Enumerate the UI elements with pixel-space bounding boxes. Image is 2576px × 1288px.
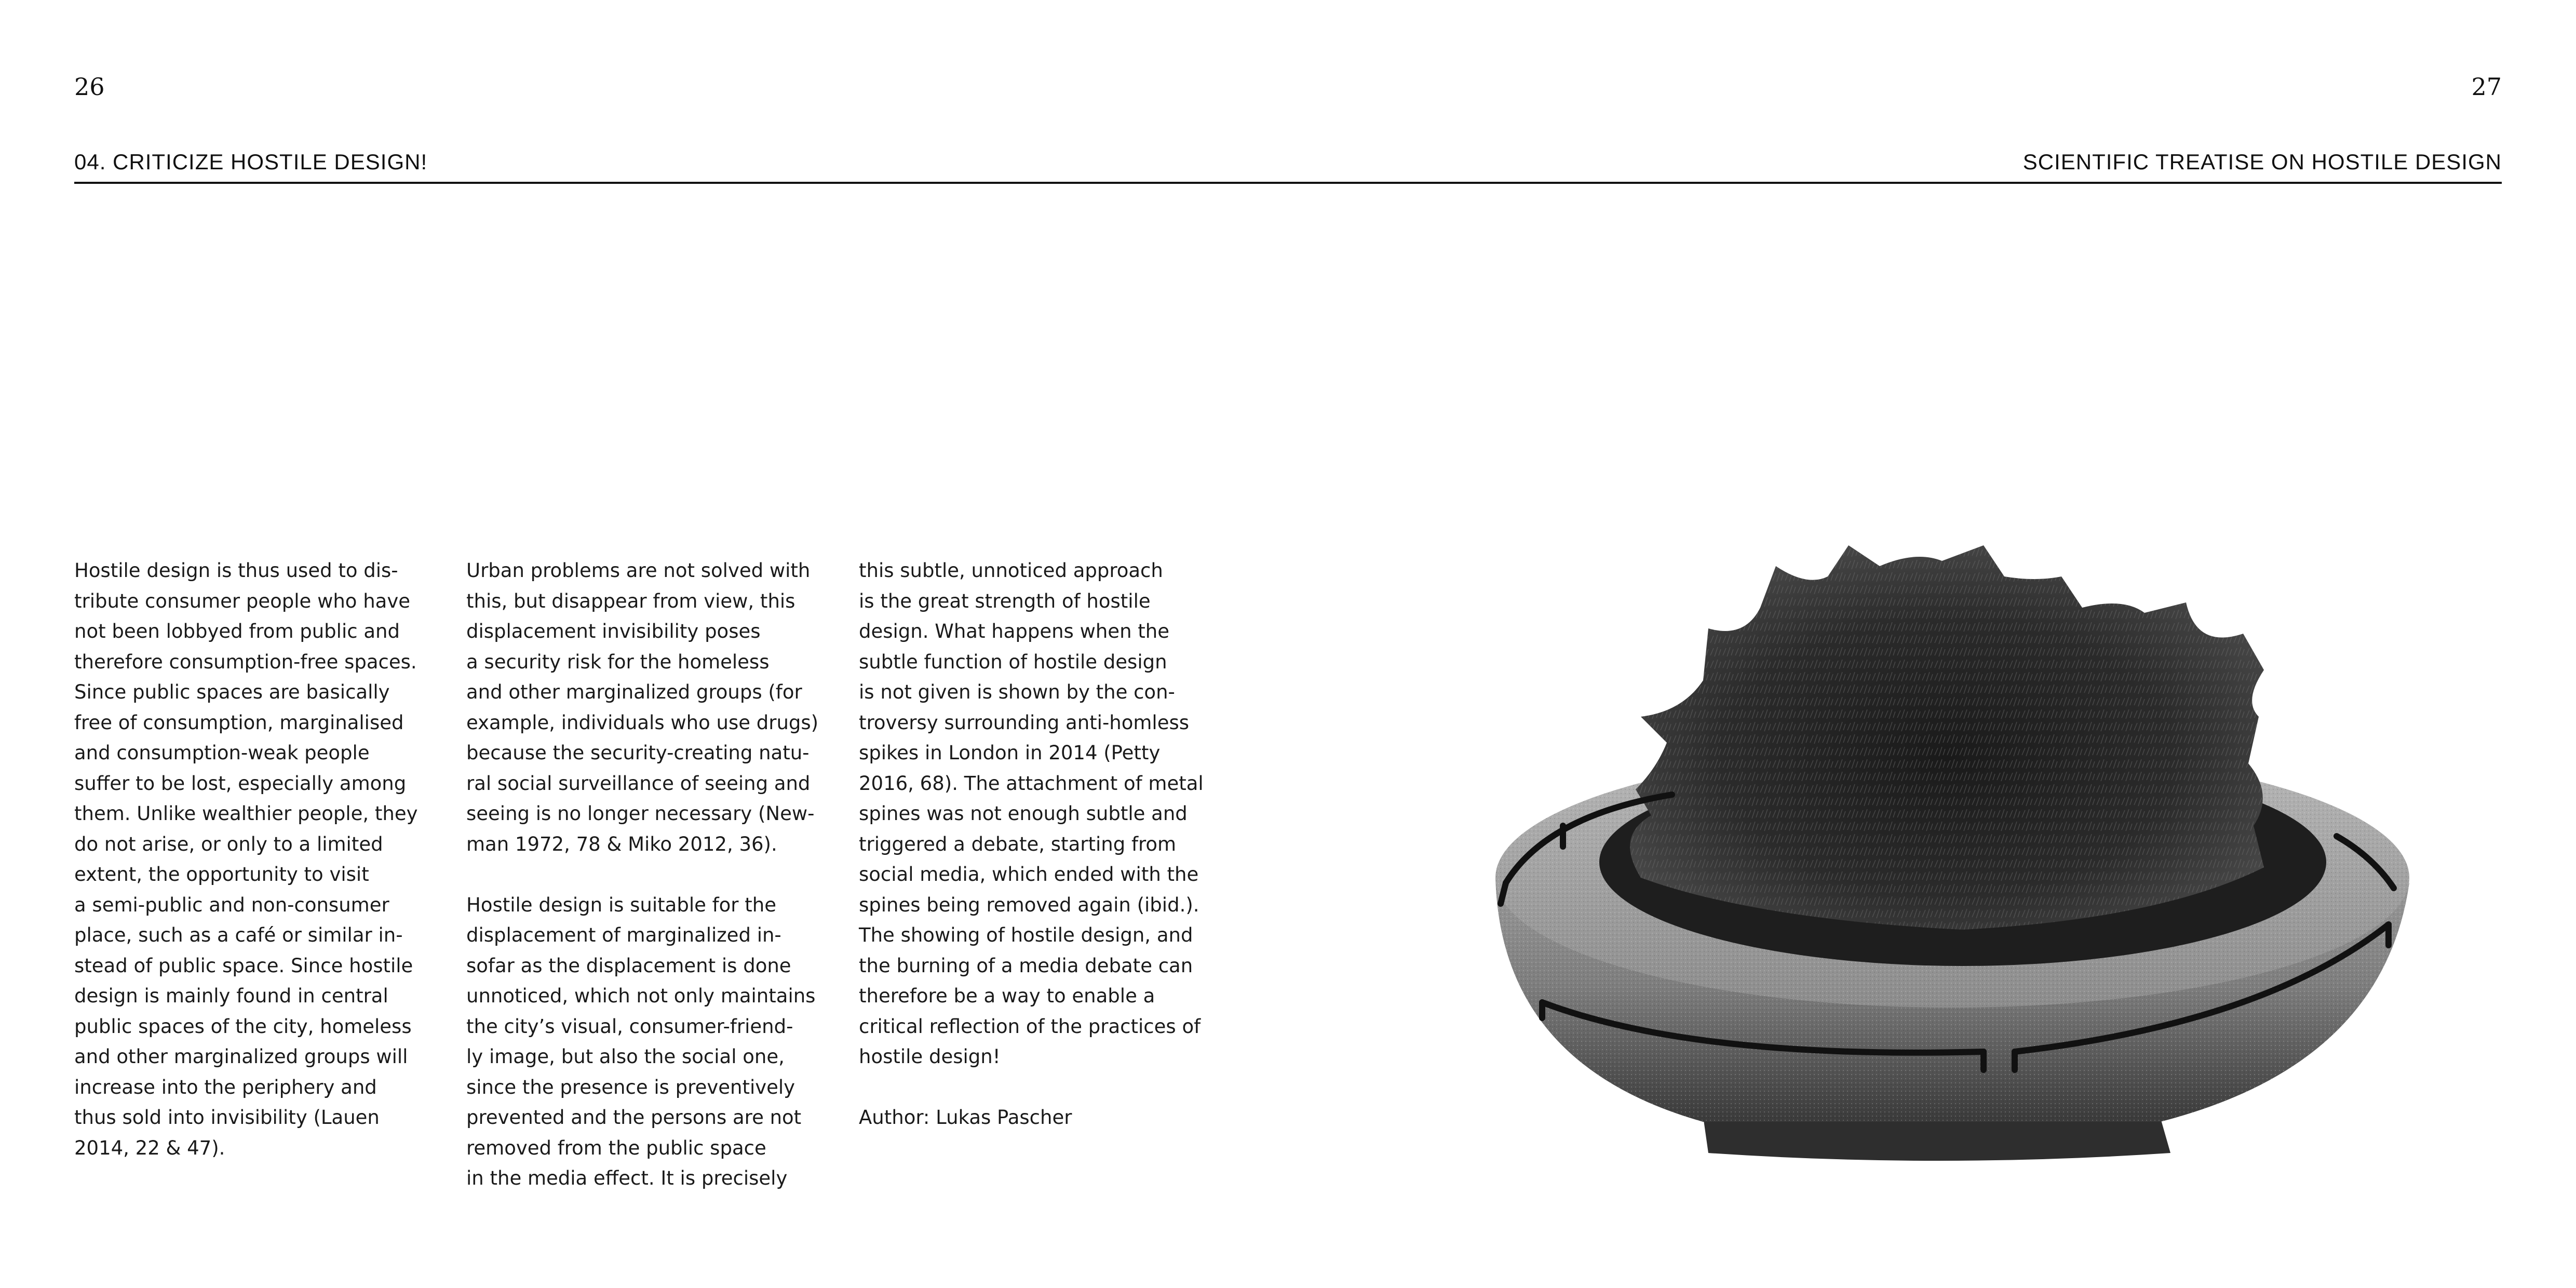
planter-with-anti-sitting-rails-photo — [1485, 545, 2420, 1169]
page-number-left: 26 — [74, 73, 105, 101]
planter-base — [1703, 1117, 2170, 1161]
paragraph: Urban problems are not solved with this, but disappear from view, this displacement invisibility poses a security risk for the homeless and other marginalized groups (for example, individuals who use drugs) because the security-creating natu- ral social surveillance of seeing and seeing is no longer necessary (New- man 1972, 78 & Miko 2012, 36). — [466, 559, 819, 855]
paragraph: Hostile design is thus used to dis- tribute consumer people who have not been lobbyed from public and therefore consumption-free spaces. Since public spaces are basically free of consumption, marginalised and consumption-weak people suffer to be lost, especially among them. Unlike wealthier people, they do not arise, or only to a limited extent, the opportunity to visit a semi-public and non-consumer place, such as a café or similar in- stead of public space. Since hostile design is mainly found in central public spaces of the city, homeless and other marginalized groups will increase into the periphery and thus sold into invisibility (Lauen 2014, 22 & 47). — [74, 559, 418, 1159]
paragraph: Hostile design is suitable for the displacement of marginalized in- sofar as the displacement is done unnoticed, which not only maintains the city’s visual, consumer-friend- ly image, but also the social one, since the presence is preventively prevented and the persons are not removed from the public space in the media effect. It is precisely — [466, 893, 816, 1189]
running-head-left: 04. CRITICIZE HOSTILE DESIGN! — [74, 150, 428, 174]
text-column-3 — [859, 556, 1233, 1133]
running-head-right: SCIENTIFIC TREATISE ON HOSTILE DESIGN — [2022, 150, 2502, 174]
text-column-1 — [74, 556, 448, 1163]
author-credit: Author: Lukas Pascher — [859, 1106, 1072, 1129]
page-number-right: 27 — [2471, 73, 2502, 101]
paragraph: this subtle, unnoticed approach is the great strength of hostile design. What happens when the subtle function of hostile design is not given is shown by the con- troversy surrounding anti-homless spikes in London in 2014 (Petty 2016, 68). The attachment of metal spines was not enough subtle and triggered a debate, starting from social media, which ended with the spines being removed again (ibid.). The showing of hostile design, and the burning of a media debate can therefore be a way to enable a critical reflection of the practices of hostile design! — [859, 559, 1204, 1068]
header-rule — [74, 182, 2502, 184]
text-column-2 — [466, 556, 840, 1194]
